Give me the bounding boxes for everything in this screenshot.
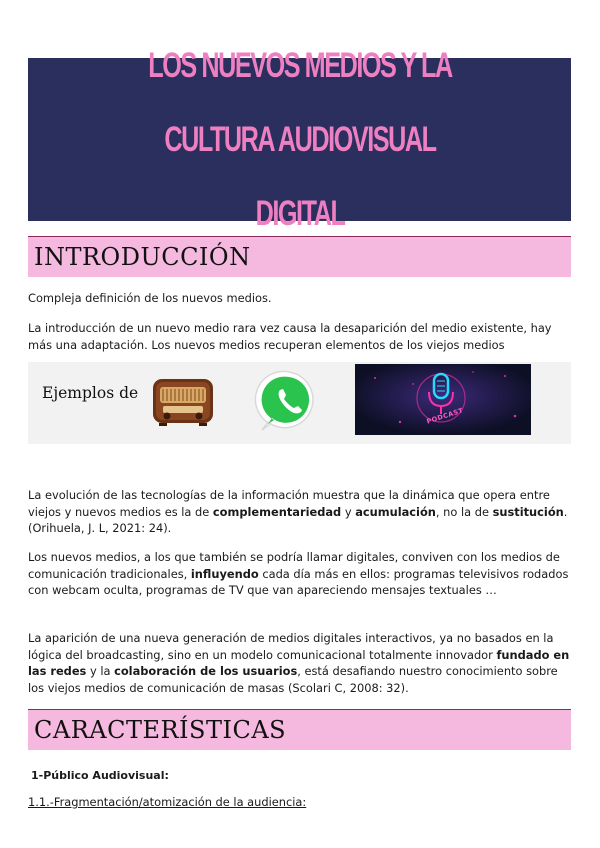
text-run: cada día más en ellos: programas televisivos rodados con webcam oculta, programas de TV que van apareciendo mensajes textuales …: [28, 566, 569, 597]
bold-term: fundado en las redes: [28, 647, 570, 678]
vintage-radio-icon: [151, 373, 215, 427]
intro-paragraph-1: Compleja definición de los nuevos medios.: [28, 291, 272, 305]
intro-paragraph-5: [28, 630, 574, 696]
bold-term: complementariedad: [212, 504, 342, 519]
intro-paragraph-4: [28, 549, 574, 599]
intro-paragraph-2: La introducción de un nuevo medio rara vez causa la desaparición del medio existente, hay más una adaptación. Los nuevos medios recuperan elementos de los viejos medios: [28, 321, 552, 352]
title-banner: [28, 45, 571, 233]
text-run: . (Orihuela, J. L, 2021: 24).: [28, 504, 568, 535]
bold-term: acumulación: [355, 504, 436, 519]
examples-label: Ejemplos de: [42, 384, 139, 402]
bold-term: influyendo: [190, 566, 259, 581]
document-title: LOS NUEVOS MEDIOS Y LA CULTURA AUDIOVISUAL DIGITAL: [147, 45, 452, 233]
text-run: , no la de: [435, 504, 493, 519]
subheading-fragmentation: 1.1.-Fragmentación/atomización de la audiencia:: [28, 795, 307, 809]
bold-term: colaboración de los usuarios: [114, 664, 298, 678]
text-run: Los nuevos medios, a los que también se podría llamar digitales, conviven con los medios de comunicación tradicionales,: [28, 550, 560, 581]
text-run: La evolución de las tecnologías de la información muestra que la dinámica que opera entre viejos y nuevos medios es la de: [28, 488, 550, 519]
section-heading-label: INTRODUCCIÓN: [34, 243, 251, 271]
section-heading-label: CARACTERÍSTICAS: [34, 716, 287, 744]
bold-term: sustitución: [492, 504, 564, 519]
section-heading-introduction: [28, 236, 571, 277]
text-run: y: [341, 504, 356, 519]
podcast-microphone-icon: [355, 364, 531, 435]
podcast-label: PODCAST: [425, 406, 465, 426]
text-run: , está desafiando nuestro conocimiento sobre los viejos medios de comunicación de masas (Scolari C, 2008: 32).: [28, 664, 558, 695]
subheading-audience: 1-Público Audiovisual:: [31, 769, 169, 782]
examples-strip: [28, 362, 571, 444]
text-run: La aparición de una nueva generación de medios digitales interactivos, ya no basados en la lógica del broadcasting, sino en un modelo comunicacional totalmente innovador: [28, 631, 554, 662]
podcast-image: [355, 364, 531, 435]
intro-paragraph-3: [28, 487, 574, 537]
section-heading-features: [28, 709, 571, 750]
whatsapp-icon: [254, 366, 324, 436]
text-run: y la: [86, 664, 115, 678]
